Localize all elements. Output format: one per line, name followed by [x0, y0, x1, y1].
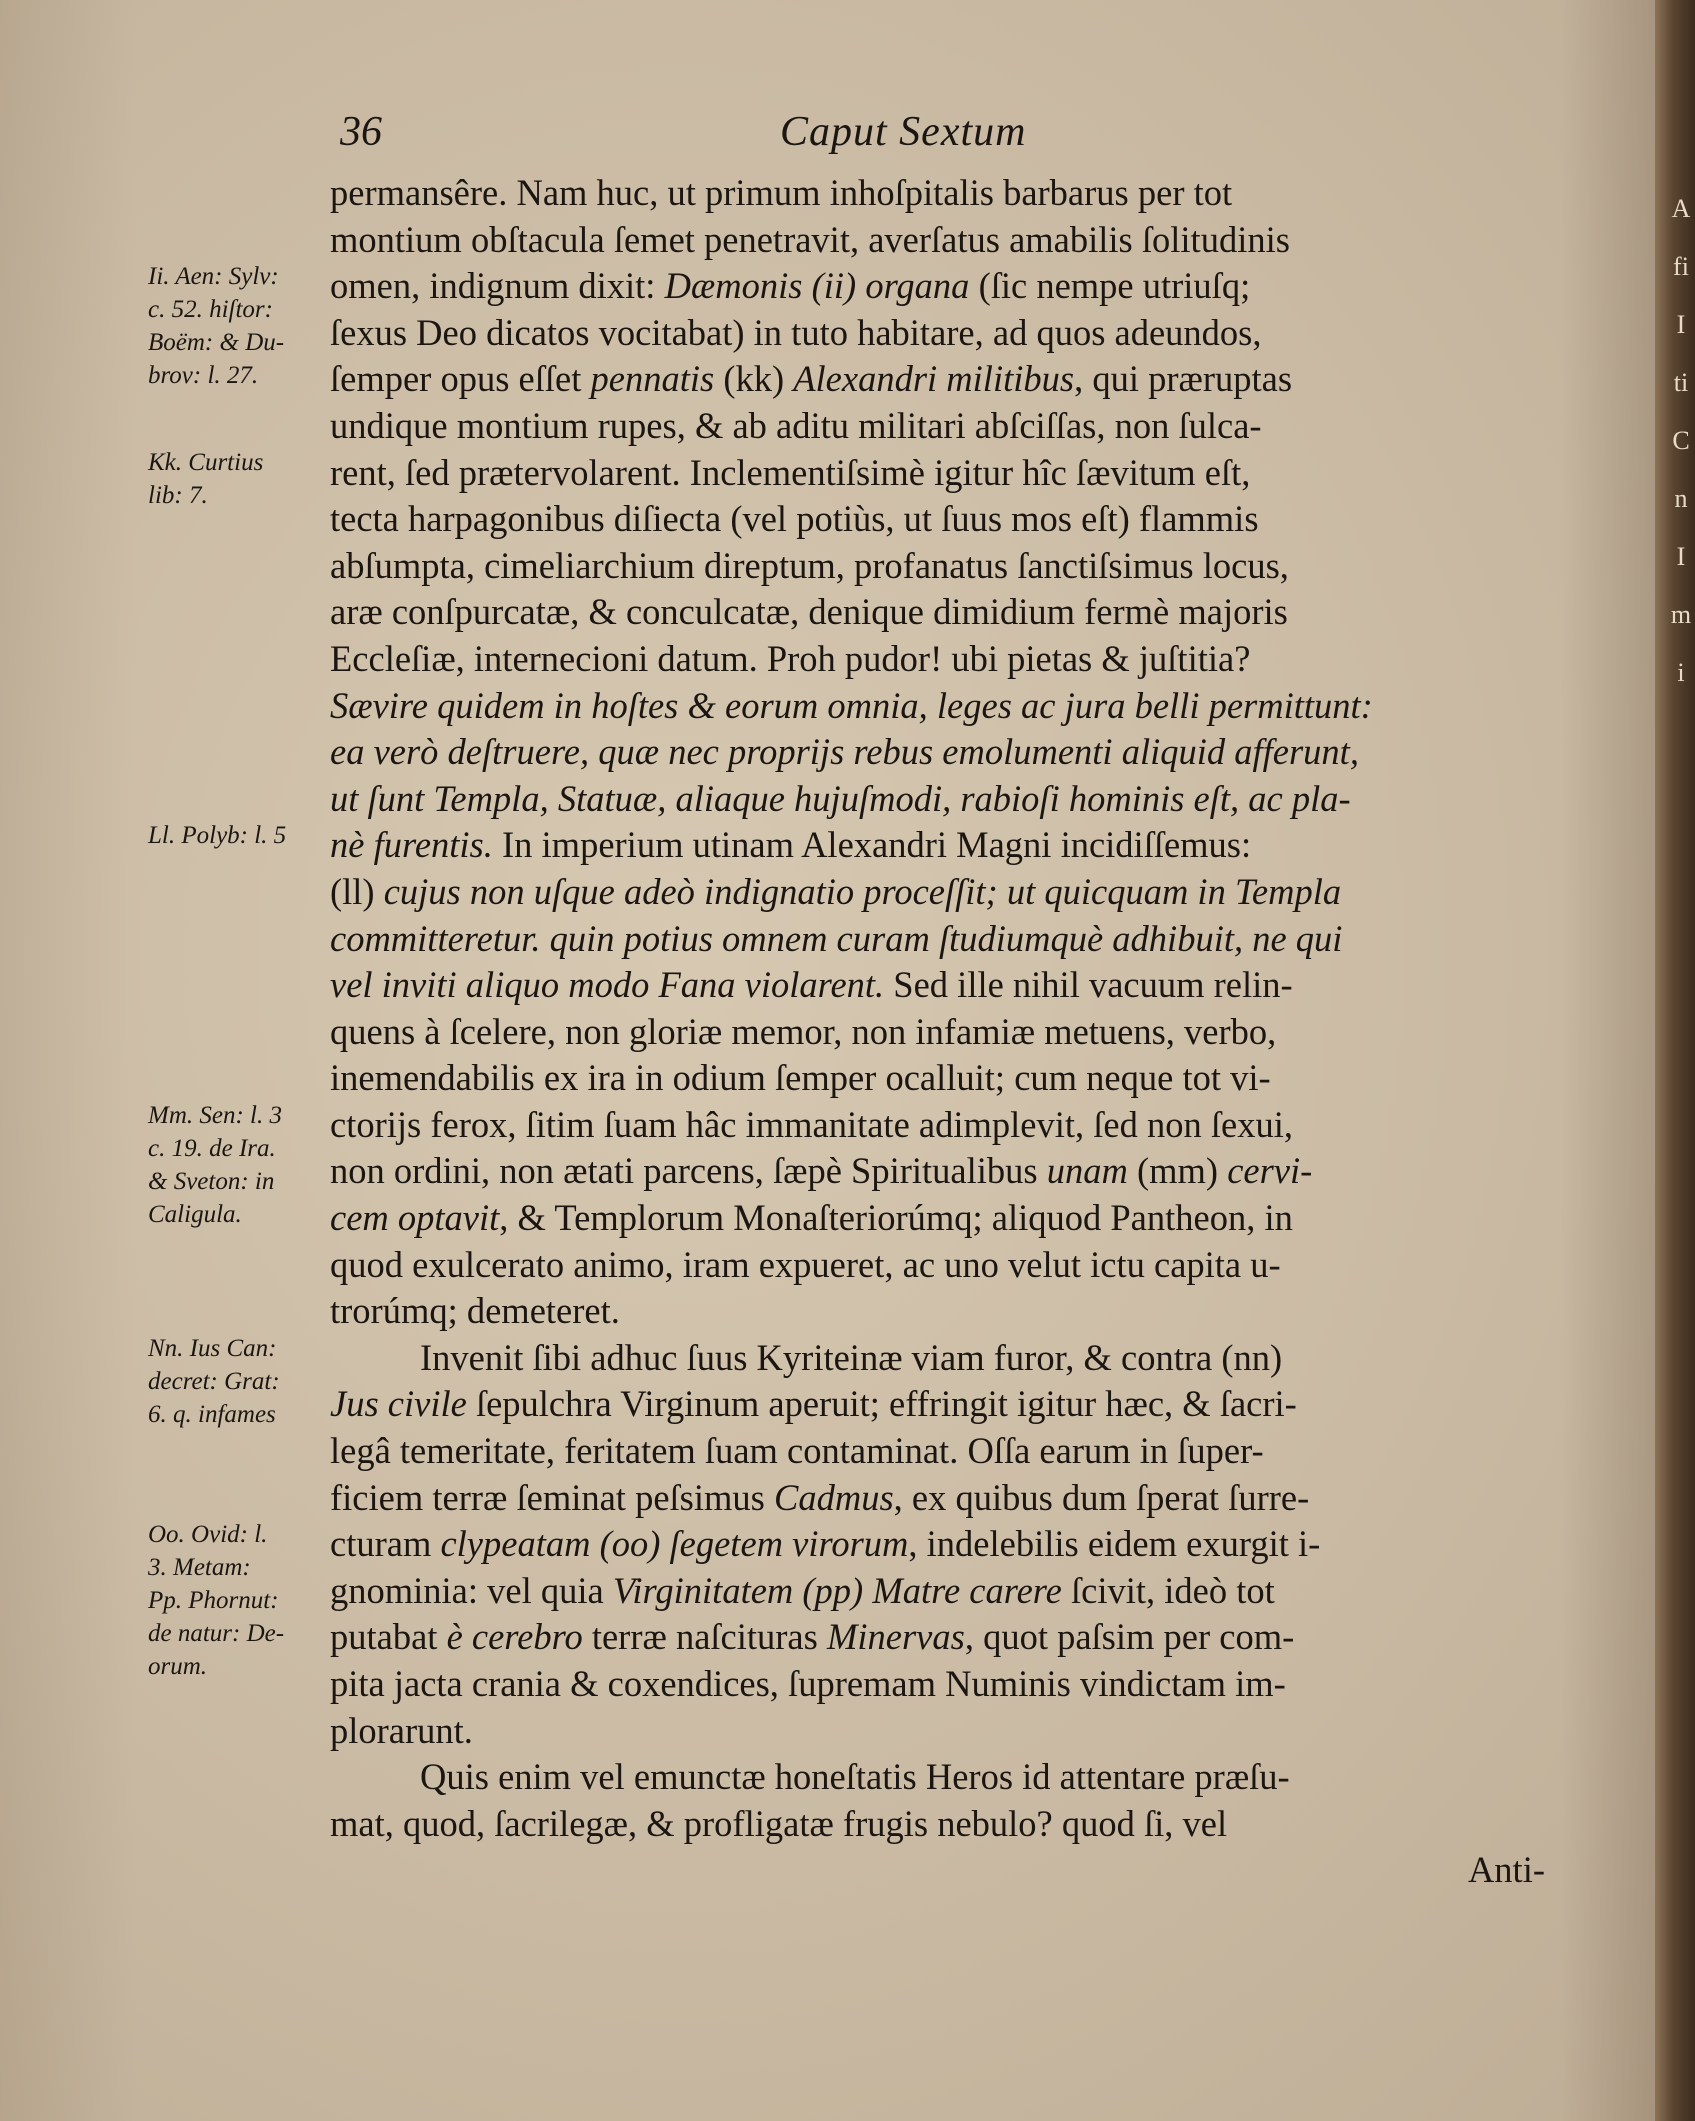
- text-segment: inemendabilis ex ira in odium ſemper ocalluit; cum neque tot vi-: [330, 1057, 1271, 1099]
- margin-note: [148, 1332, 328, 1431]
- italic-text-segment: cujus non uſque adeò indignatio proceſſit; ut quicquam in Templa: [383, 870, 1342, 912]
- edge-glyph: fi: [1673, 252, 1689, 281]
- page-header: [340, 108, 1540, 164]
- text-line: [330, 822, 1545, 869]
- text-segment: montium obſtacula ſemet penetravit, averſatus amabilis ſolitudinis: [330, 218, 1290, 260]
- text-segment: omen, indignum dixit:: [330, 265, 665, 307]
- margin-note-line: lib: 7.: [148, 482, 208, 510]
- text-segment: permansêre. Nam huc, ut primum inhoſpitalis barbarus per tot: [330, 172, 1233, 213]
- margin-note-line: Pp. Phornut:: [148, 1587, 279, 1615]
- italic-text-segment: vel inviti aliquo modo Fana violarent.: [330, 964, 885, 1006]
- text-segment: pita jacta crania & coxendices, ſupremam Numinis vindictam im-: [330, 1663, 1286, 1704]
- text-line: [330, 729, 1545, 776]
- edge-glyph: A: [1671, 194, 1691, 223]
- text-segment: , qui præruptas: [1074, 358, 1293, 400]
- italic-text-segment: Sævire quidem in hoſtes & eorum omnia, leges ac jura belli permittunt:: [330, 684, 1373, 726]
- margin-note-line: Kk. Curtius: [148, 449, 264, 477]
- margin-note-line: Ii. Aen: Sylv:: [148, 263, 279, 290]
- margin-note: [148, 260, 328, 392]
- margin-note-line: orum.: [148, 1653, 208, 1681]
- italic-text-segment: Minervas: [826, 1616, 965, 1658]
- text-segment: non ordini, non ætati parcens, ſæpè Spiritualibus: [330, 1150, 1047, 1192]
- text-line: [330, 1148, 1545, 1195]
- text-line: [330, 217, 1545, 264]
- margin-note: [148, 1099, 328, 1231]
- edge-glyph: m: [1670, 600, 1692, 629]
- text-line: [330, 916, 1545, 963]
- text-line: [330, 1568, 1545, 1615]
- text-segment: putabat: [330, 1616, 447, 1658]
- text-segment: rent, ſed prætervolarent. Inclementiſsimè igitur hîc ſævitum eſt,: [330, 451, 1251, 493]
- italic-text-segment: Cadmus: [773, 1476, 894, 1518]
- text-segment: , & Templorum Monaſteriorúmq; aliquod Pantheon, in: [499, 1197, 1293, 1239]
- margin-note-line: Ll. Polyb: l. 5: [148, 822, 287, 850]
- text-line: [330, 356, 1545, 403]
- text-line: [330, 1754, 1545, 1801]
- margin-note: [148, 1518, 328, 1683]
- text-line: [330, 1521, 1545, 1568]
- text-line: [330, 543, 1545, 590]
- text-line: [330, 1242, 1545, 1289]
- text-line: [330, 1661, 1545, 1708]
- text-segment: quens à ſcelere, non gloriæ memor, non infamiæ metuens, verbo,: [330, 1010, 1277, 1052]
- text-segment: In imperium utinam Alexandri Magni incidiſſemus:: [492, 824, 1252, 866]
- text-segment: quod exulcerato animo, iram expueret, ac uno velut ictu capita u-: [330, 1243, 1281, 1285]
- text-segment: undique montium rupes, & ab aditu militari abſciſſas, non ſulca-: [330, 404, 1262, 446]
- text-line: [330, 170, 1545, 217]
- text-line: [330, 1801, 1545, 1848]
- text-line: [330, 1847, 1545, 1894]
- text-segment: (ſic nempe utriuſq;: [969, 265, 1251, 307]
- text-segment: ſexus Deo dicatos vocitabat) in tuto habitare, ad quos adeundos,: [330, 311, 1262, 353]
- text-segment: , quot paſsim per com-: [964, 1616, 1295, 1658]
- text-segment: Quis enim vel emunctæ honeſtatis Heros id attentare præſu-: [420, 1756, 1290, 1798]
- text-segment: aræ conſpurcatæ, & conculcatæ, denique dimidium fermè majoris: [330, 591, 1288, 633]
- text-line: [330, 1055, 1545, 1102]
- text-segment: abſumpta, cimeliarchium direptum, profanatus ſanctiſsimus locus,: [330, 544, 1289, 586]
- text-line: [330, 263, 1545, 310]
- margin-note-line: decret: Grat:: [148, 1367, 280, 1395]
- text-line: [330, 869, 1545, 916]
- italic-text-segment: unam: [1046, 1150, 1128, 1192]
- text-line: [330, 450, 1545, 497]
- text-segment: ctorijs ferox, ſitim ſuam hâc immanitate adimplevit, ſed non ſexui,: [330, 1103, 1293, 1145]
- text-segment: trorúmq; demeteret.: [330, 1290, 620, 1332]
- italic-text-segment: Dæmonis (ii) organa: [664, 265, 970, 307]
- text-segment: (ll): [330, 870, 384, 912]
- italic-text-segment: ea verò deſtruere, quæ nec proprijs rebus emolumenti aliquid afferunt,: [330, 731, 1359, 773]
- edge-glyph: I: [1676, 310, 1686, 339]
- margin-note-line: c. 52. hiſtor:: [148, 296, 273, 323]
- italic-text-segment: cem optavit: [330, 1197, 500, 1239]
- edge-glyph: n: [1674, 484, 1688, 513]
- text-line: [330, 636, 1545, 683]
- edge-glyph: C: [1672, 426, 1690, 455]
- italic-text-segment: ut ſunt Templa, Statuæ, aliaque hujuſmodi, rabioſi hominis eſt, ac pla-: [330, 777, 1351, 819]
- text-segment: Invenit ſibi adhuc ſuus Kyriteinæ viam furor, & contra (nn): [420, 1336, 1283, 1378]
- italic-text-segment: nè furentis.: [330, 824, 493, 866]
- text-line: [330, 776, 1545, 823]
- text-segment: ſcivit, ideò tot: [1061, 1569, 1275, 1611]
- italic-text-segment: Alexandri militibus: [793, 358, 1075, 400]
- text-segment: ſepulchra Virginum aperuit; effringit igitur hæc, & ſacri-: [466, 1383, 1297, 1425]
- text-line: [330, 1288, 1545, 1335]
- text-line: [330, 1102, 1545, 1149]
- text-line: [330, 962, 1545, 1009]
- text-segment: gnominia: vel quia: [330, 1569, 613, 1611]
- italic-text-segment: Jus civile: [330, 1383, 467, 1425]
- margin-note-line: brov: l. 27.: [148, 362, 259, 389]
- margin-note-line: de natur: De-: [148, 1620, 285, 1648]
- text-line: [330, 310, 1545, 357]
- margin-note-line: 3. Metam:: [148, 1554, 251, 1582]
- edge-glyphs: [1669, 180, 1693, 702]
- margin-note-line: Boëm: & Du-: [148, 329, 285, 356]
- margin-note-line: & Sveton: in: [148, 1167, 275, 1195]
- text-segment: , ex quibus dum ſperat ſurre-: [893, 1476, 1310, 1518]
- page-number: 36: [340, 109, 382, 155]
- text-segment: ficiem terræ ſeminat peſsimus: [330, 1476, 774, 1518]
- text-line: [330, 1475, 1545, 1522]
- text-line: [330, 683, 1545, 730]
- margin-note-line: c. 19. de Ira.: [148, 1134, 276, 1162]
- italic-text-segment: clypeatam (oo) ſegetem virorum: [440, 1523, 909, 1565]
- italic-text-segment: è cerebro: [446, 1616, 583, 1658]
- running-title: Caput Sextum: [780, 109, 1027, 155]
- text-segment: (kk): [714, 358, 794, 400]
- margin-note-line: Nn. Ius Can:: [148, 1334, 277, 1362]
- text-line: [330, 1009, 1545, 1056]
- margin-note-line: Caligula.: [148, 1200, 242, 1228]
- margin-note: [148, 819, 328, 852]
- margin-note-line: Oo. Ovid: l.: [148, 1521, 268, 1549]
- margin-note-line: 6. q. infames: [148, 1400, 276, 1428]
- text-segment: Eccleſiæ, internecioni datum. Proh pudor! ubi pietas & juſtitia?: [330, 637, 1251, 679]
- italic-text-segment: committeretur. quin potius omnem curam ſtudiumquè adhibuit, ne qui: [330, 917, 1343, 959]
- text-segment: legâ temeritate, feritatem ſuam contaminat. Oſſa earum in ſuper-: [330, 1430, 1264, 1472]
- edge-glyph: i: [1677, 658, 1685, 687]
- text-line: [330, 1708, 1545, 1755]
- page-edge: [1655, 0, 1695, 2121]
- text-line: [330, 403, 1545, 450]
- italic-text-segment: Virginitatem (pp) Matre carere: [612, 1569, 1062, 1611]
- edge-glyph: I: [1676, 542, 1686, 571]
- body-text: [330, 170, 1545, 1894]
- text-segment: mat, quod, ſacrilegæ, & profligatæ frugis nebulo? quod ſi, vel: [330, 1802, 1228, 1844]
- text-line: [330, 589, 1545, 636]
- text-segment: , indelebilis eidem exurgit i-: [908, 1523, 1321, 1565]
- text-line: [330, 1428, 1545, 1475]
- text-segment: Sed ille nihil vacuum relin-: [884, 964, 1293, 1006]
- text-line: [330, 1614, 1545, 1661]
- text-segment: plorarunt.: [330, 1709, 473, 1751]
- italic-text-segment: cervi-: [1227, 1150, 1313, 1192]
- text-segment: tecta harpagonibus diſiecta (vel potiùs, ut ſuus mos eſt) flammis: [330, 498, 1259, 540]
- text-segment: (mm): [1127, 1150, 1228, 1192]
- text-line: [330, 1335, 1545, 1382]
- text-segment: ſemper opus eſſet: [330, 358, 591, 400]
- text-segment: Anti-: [1467, 1849, 1545, 1891]
- edge-glyph: ti: [1673, 368, 1689, 397]
- italic-text-segment: pennatis: [590, 358, 715, 400]
- text-line: [330, 1381, 1545, 1428]
- margin-note: [148, 446, 328, 512]
- text-segment: terræ naſcituras: [582, 1616, 827, 1658]
- text-line: [330, 496, 1545, 543]
- text-segment: cturam: [330, 1523, 441, 1565]
- text-line: [330, 1195, 1545, 1242]
- margin-note-line: Mm. Sen: l. 3: [148, 1101, 282, 1129]
